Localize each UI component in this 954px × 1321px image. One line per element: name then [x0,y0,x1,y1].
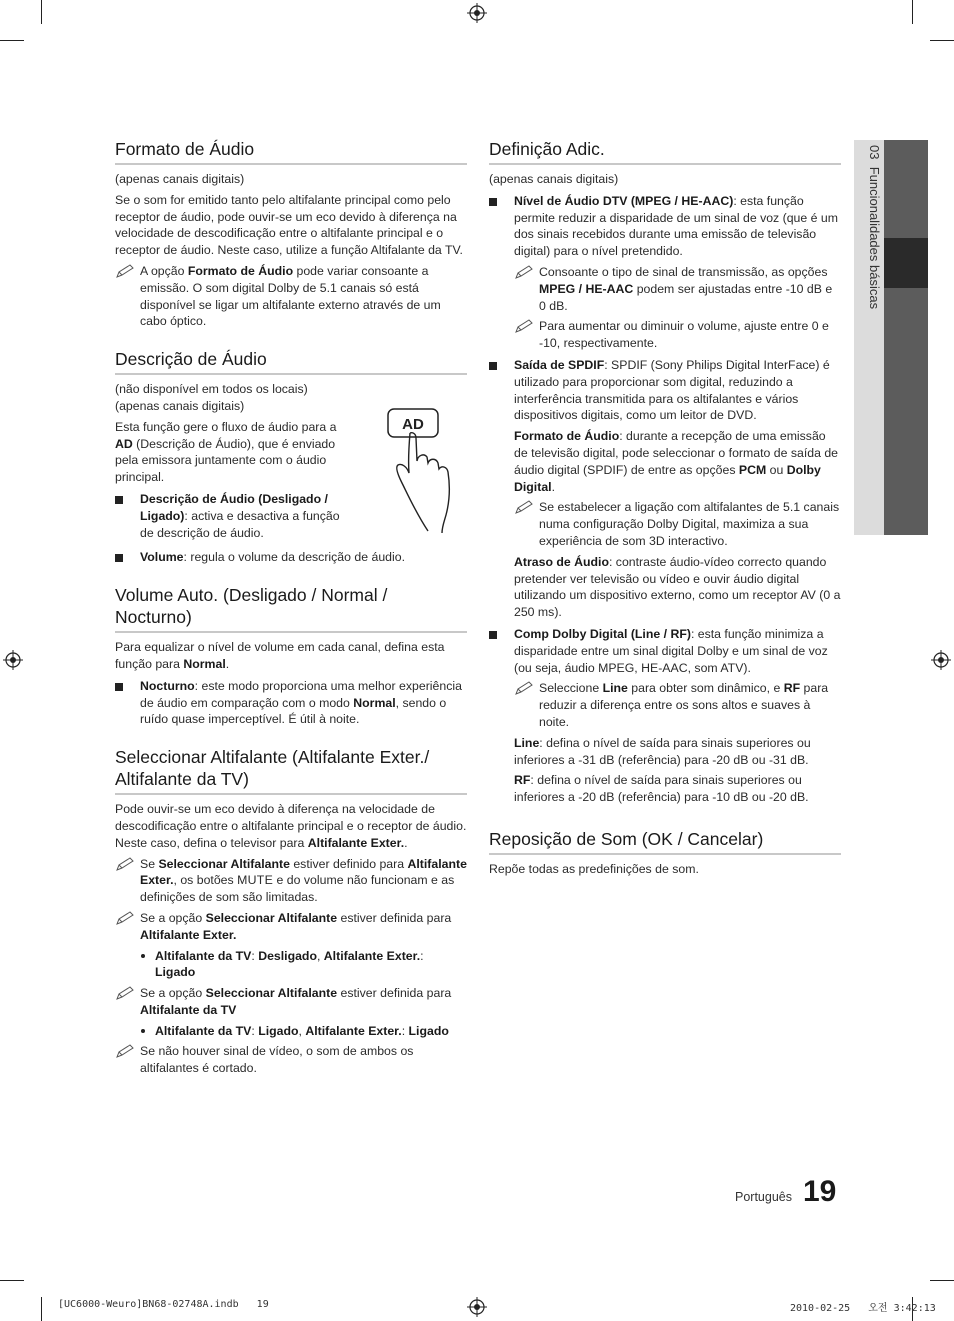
note: Para aumentar ou diminuir o volume, ajuste entre 0 e -10, respectivamente. [514,318,841,352]
hand-outline [410,433,449,533]
section-title: Descrição de Áudio [115,348,467,375]
paragraph: Repõe todas as predefinições de som. [489,861,699,876]
right-column [489,138,841,896]
note-pencil-icon [115,263,137,279]
note-pencil-icon [514,499,536,515]
chapter-tab-marker [884,238,928,288]
remote-ad-button-illustration [380,405,470,535]
note-pencil-icon [514,318,536,334]
paragraph: Formato de Áudio: durante a recepção de uma emissão de televisão digital, pode seleccionar o formato de saída de áudio digital (SPDIF) de entre as opções PCM ou Dolby Digital. [514,429,839,494]
print-footer-date: 2010-02-25 오전 3:42:13 [790,1303,936,1314]
paragraph: Pode ouvir-se um eco devido à diferença na velocidade de descodificação entre o altifalante principal e o receptor de áudio. Neste caso, defina o televisor para Altifalante Exter.. [115,802,467,850]
section-title: Definição Adic. [489,138,841,165]
crop-mark [41,1297,42,1321]
crop-mark [0,1280,24,1281]
scope-note: (apenas canais digitais) [115,172,245,186]
registration-mark-icon [3,650,23,670]
print-footer-file: [UC6000-Weuro]BN68-02748A.indb 19 [58,1299,269,1310]
list-item: Saída de SPDIF: SPDIF (Sony Philips Digital InterFace) é utilizado para proporcionar som digital, reduzindo a interferência transmitida para os altifalantes e vários dispositivos digitais, como um leitor de DVD. [489,357,841,424]
note: Se Seleccionar Altifalante estiver definido para Altifalante Exter., os botões MUTE e do volume não funcionam e as definições de som são limitadas. [115,856,467,906]
section-definicao-adic [489,138,841,806]
registration-mark-icon [931,650,951,670]
section-title: Seleccionar Altifalante (Altifalante Exter./ Altifalante da TV) [115,746,467,795]
note-pencil-icon [514,264,536,280]
note: Seleccione Line para obter som dinâmico, e RF para reduzir a diferença entre os sons altos e suaves à noite. [514,680,841,730]
section-title: Reposição de Som (OK / Cancelar) [489,828,841,855]
note: Se a opção Seleccionar Altifalante estiver definida para Altifalante da TV [115,985,467,1019]
note-pencil-icon [115,1043,137,1059]
note-pencil-icon [115,856,137,872]
paragraph: Se o som for emitido tanto pelo altifalante principal como pelo receptor de áudio, pode ouvir-se um eco devido à diferença na velocidade de descodificação entre o altifalante principal e o receptor de áudio. Neste caso, utilize a função Altifalante da TV. [115,192,463,258]
left-column [115,138,467,1095]
crop-mark [912,0,913,24]
crop-mark [930,40,954,41]
note: Se estabelecer a ligação com altifalantes de 5.1 canais numa configuração Dolby Digital, maximiza a sua experiência de som 3D interactivo. [514,499,841,549]
crop-mark [930,1280,954,1281]
chapter-tab-dark [884,140,928,535]
list-item: Nível de Áudio DTV (MPEG / HE-AAC): esta função permite reduzir a disparidade de um sinal de voz (que é um dos sinais recebidos durante uma emissão de televisão digital) para o nível pretendido. [489,193,841,260]
list-item: Comp Dolby Digital (Line / RF): esta função minimiza a disparidade entre um sinal digital Dolby e um sinal de voz (ou seja, áudio MPEG, HE-AAC, som ATV). [489,626,841,676]
paragraph: Atraso de Áudio: contraste áudio-vídeo correcto quando pretender ver televisão ou vídeo e ouvir áudio digital utilizando um dispositivo externo, como um receptor AV (0 a 250 ms). [514,554,841,620]
section-volume-auto [115,584,467,728]
scope-note: (apenas canais digitais) [489,172,619,186]
note-pencil-icon [115,910,137,926]
ad-button-label: AD [402,416,424,433]
section-title: Volume Auto. (Desligado / Normal / Nocturno) [115,584,467,633]
hand-outline [397,433,428,531]
chapter-label: 03 Funcionalidades básicas [867,145,882,310]
section-seleccionar-altifalante [115,746,467,1077]
note: Se a opção Seleccionar Altifalante estiver definida para Altifalante Exter. [115,910,467,944]
registration-mark-icon [467,1297,487,1317]
scope-note: (apenas canais digitais) [115,398,245,413]
scope-note: (não disponível em todos os locais) [115,382,308,397]
list-item: Nocturno: este modo proporciona uma melhor experiência de áudio em comparação com o modo Normal, sendo o ruído quase imperceptível. É útil à noite. [115,678,467,728]
page-language: Português [735,1190,792,1204]
sub-content [489,680,841,806]
sub-content [489,428,841,621]
crop-mark [41,0,42,24]
list-item: Volume: regula o volume da descrição de áudio. [115,549,467,566]
page-number: 19 [803,1175,837,1208]
crop-mark [0,40,24,41]
note-pencil-icon [115,985,137,1001]
list-item: Altifalante da TV: Ligado, Altifalante Exter.: Ligado [115,1023,467,1040]
paragraph: Para equalizar o nível de volume em cada canal, defina esta função para Normal. [115,640,445,671]
sub-notes [489,264,841,352]
list-item: Altifalante da TV: Desligado, Altifalante Exter.: Ligado [115,948,467,982]
registration-mark-icon [467,3,487,23]
section-reposicao-som [489,828,841,878]
paragraph: Esta função gere o fluxo de áudio para a AD (Descrição de Áudio), que é enviado pela emissora juntamente com o áudio principal. [115,419,337,485]
paragraph: RF: defina o nível de saída para sinais superiores ou inferiores a -20 dB (referência) para -10 dB ou -20 dB. [514,773,809,805]
note: Se não houver sinal de vídeo, o som de ambos os altifalantes é cortado. [115,1043,467,1077]
section-formato-audio [115,138,467,330]
note-pencil-icon [514,680,536,696]
paragraph: Line: defina o nível de saída para sinais superiores ou inferiores a -31 dB (referência) para -20 dB ou -31 dB. [514,735,811,767]
list-item: Descrição de Áudio (Desligado / Ligado): activa e desactiva a função de descrição de áudio. [115,491,355,541]
note: Consoante o tipo de sinal de transmissão, as opções MPEG / HE-AAC podem ser ajustadas entre -10 dB e 0 dB. [514,264,841,314]
note: A opção Formato de Áudio pode variar consoante a emissão. O som digital Dolby de 5.1 canais só está disponível se ligar um altifalante externo através de um cabo óptico. [115,263,467,330]
section-title: Formato de Áudio [115,138,467,165]
